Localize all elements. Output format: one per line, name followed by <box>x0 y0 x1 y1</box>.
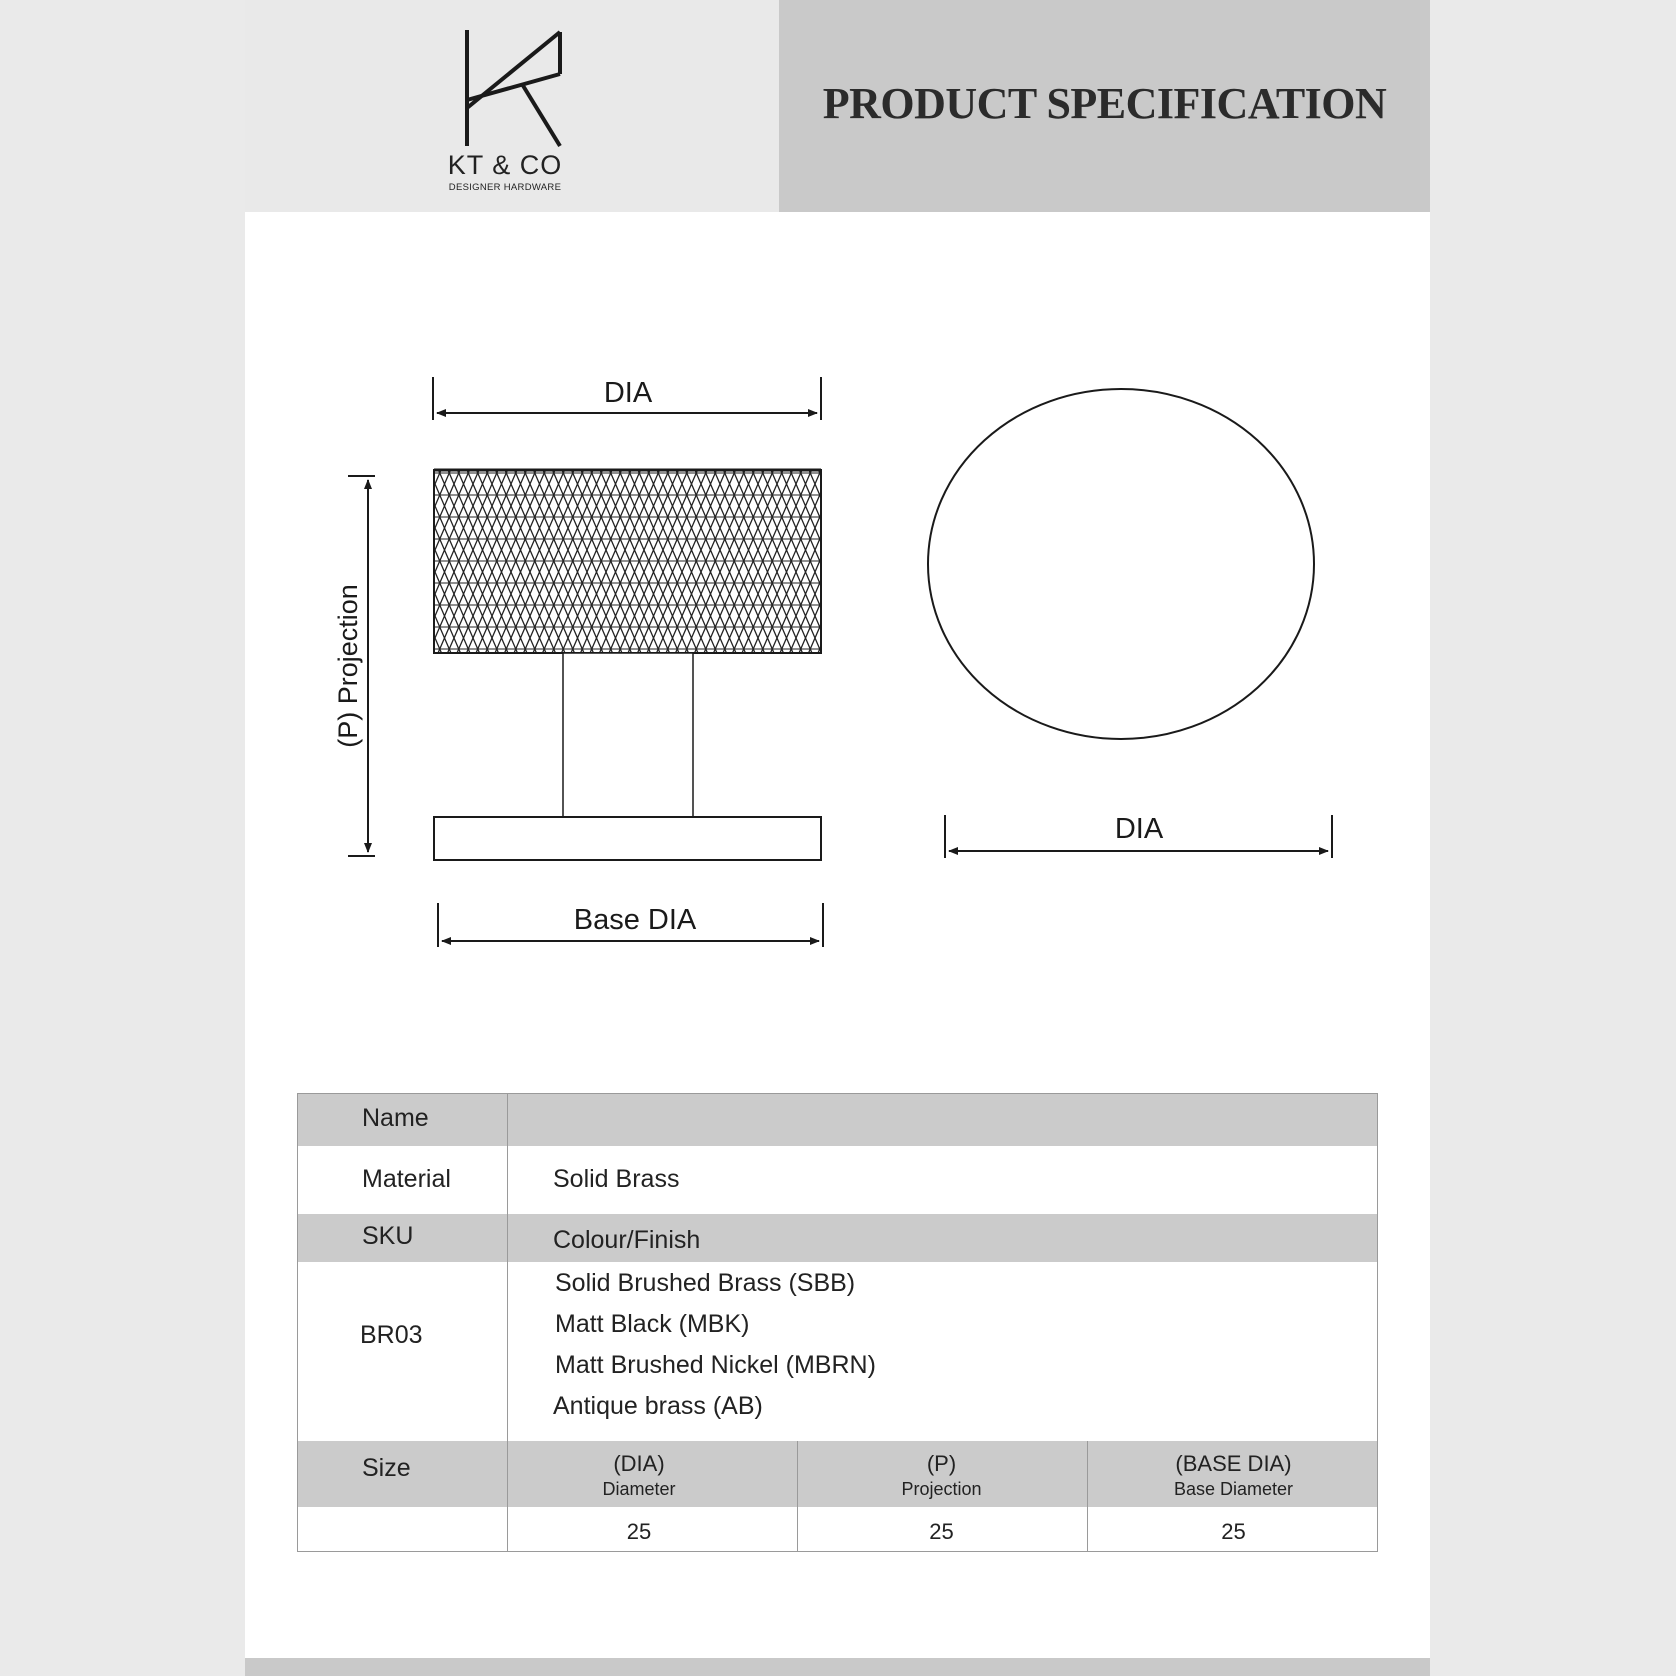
sku-finishes-row <box>297 1262 1378 1434</box>
front-dia-label: DIA <box>1114 813 1164 845</box>
table-divider <box>1087 1441 1088 1551</box>
knob-base <box>434 817 821 860</box>
sku-value: BR03 <box>360 1321 423 1349</box>
size-header-row <box>297 1441 1378 1507</box>
page-title: PRODUCT SPECIFICATION <box>822 79 1387 128</box>
size-col-name: Projection <box>901 1479 982 1499</box>
size-values-row <box>297 1507 1378 1551</box>
base-dia-dimension <box>438 903 823 947</box>
brand-tagline: DESIGNER HARDWARE <box>448 182 562 193</box>
technical-drawing <box>245 0 1430 1000</box>
size-col-name: Diameter <box>602 1479 676 1499</box>
size-col-code: (BASE DIA) <box>1175 1451 1292 1476</box>
table-border <box>297 1093 298 1551</box>
knob-front-view <box>928 389 1314 739</box>
projection-dimension <box>333 476 375 856</box>
finish-item: Antique brass (AB) <box>553 1392 763 1420</box>
brand-name: KT & CO <box>447 150 563 180</box>
spec-sheet <box>245 0 1430 1676</box>
base-dia-label: Base DIA <box>573 904 697 936</box>
sku-header-row <box>297 1214 1378 1262</box>
size-value-projection: 25 <box>929 1519 954 1544</box>
footer-band <box>245 1658 1430 1676</box>
name-label: Name <box>362 1104 429 1132</box>
size-value-dia: 25 <box>626 1519 652 1544</box>
table-border <box>297 1551 1378 1552</box>
size-col-base-dia <box>1089 1451 1378 1500</box>
size-col-projection <box>799 1451 1084 1500</box>
size-col-name: Base Diameter <box>1173 1479 1294 1499</box>
size-col-dia <box>509 1451 769 1500</box>
finish-header: Colour/Finish <box>553 1226 701 1254</box>
finish-item: Solid Brushed Brass (SBB) <box>555 1269 856 1297</box>
material-label: Material <box>362 1165 451 1193</box>
finish-item: Matt Black (MBK) <box>555 1310 750 1338</box>
table-divider <box>797 1441 798 1551</box>
size-value-base-dia: 25 <box>1221 1519 1246 1544</box>
side-dia-dimension <box>433 377 821 420</box>
spec-table <box>297 1093 1378 1559</box>
projection-label: (P) Projection <box>333 584 363 748</box>
name-row <box>297 1093 1378 1146</box>
sku-label: SKU <box>362 1222 414 1250</box>
size-col-code: (P) <box>926 1451 957 1476</box>
table-border <box>297 1093 1378 1094</box>
finish-item: Matt Brushed Nickel (MBRN) <box>555 1351 876 1379</box>
material-row <box>297 1146 1378 1214</box>
material-value: Solid Brass <box>553 1165 680 1193</box>
table-border <box>1377 1093 1378 1551</box>
side-dia-label: DIA <box>603 377 653 409</box>
front-dia-dimension <box>945 813 1332 858</box>
knob-stem <box>563 653 693 817</box>
knurled-knob-head <box>434 470 821 653</box>
table-divider <box>507 1093 508 1551</box>
size-label: Size <box>362 1454 411 1482</box>
size-col-code: (DIA) <box>613 1451 665 1476</box>
